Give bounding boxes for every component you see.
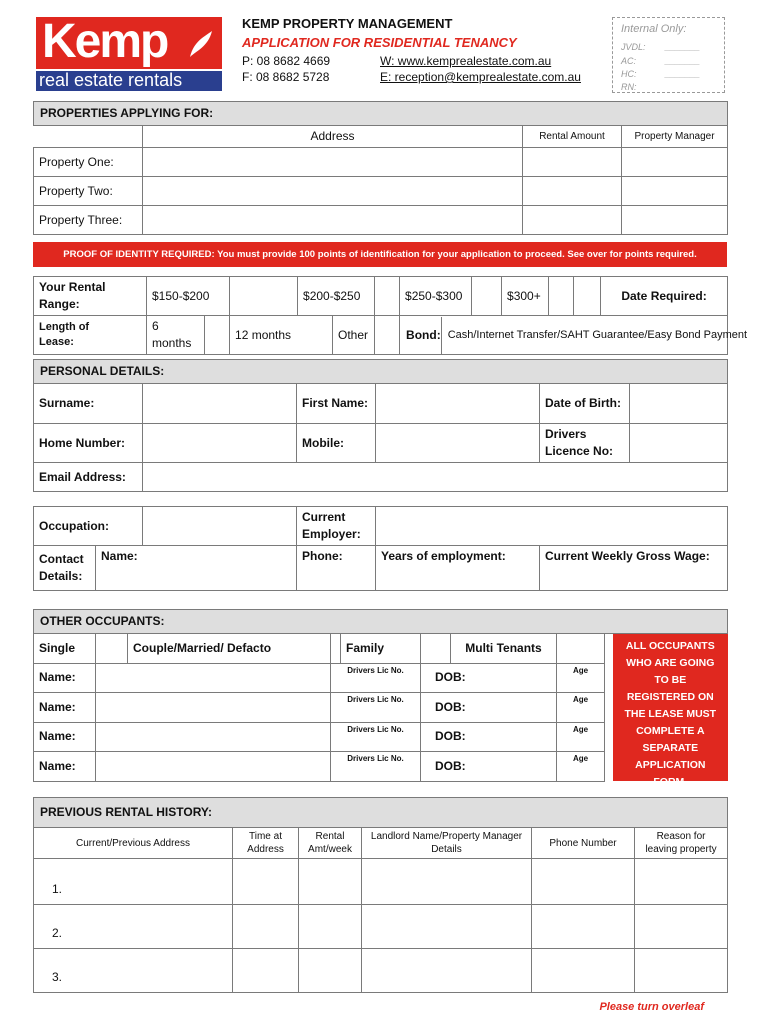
range-200-250: $200-$250 [298,277,375,316]
lease-other: Other [333,316,375,355]
occupation-field[interactable] [143,507,297,546]
employment-table [33,506,728,591]
rental-history-table [33,797,728,993]
occupation-label: Occupation: [34,507,143,546]
occupant-type-couple: Couple/Married/ Defacto [128,634,331,664]
internal-blank: _______ [665,56,701,66]
range-150-200-checkbox[interactable] [230,277,298,316]
internal-blank: _______ [665,69,701,79]
property-three-label: Property Three: [34,206,143,235]
surname-label: Surname: [34,384,143,424]
internal-rn: RN: [621,82,637,92]
lease-other-checkbox[interactable] [375,316,400,355]
property-one-address[interactable] [143,148,523,177]
occupant-name-label: Name: [34,663,96,693]
occupant-dob-label: DOB: [421,752,557,782]
occupant-type-multi: Multi Tenants [451,634,557,664]
form-title: APPLICATION FOR RESIDENTIAL TENANCY [242,35,517,50]
property-two-rent[interactable] [523,177,622,206]
property-one-rent[interactable] [523,148,622,177]
single-checkbox[interactable] [96,634,128,664]
occupant-dob-label: DOB: [421,663,557,693]
personal-section-title: PERSONAL DETAILS: [34,360,728,384]
property-three-manager[interactable] [622,206,728,235]
internal-only-box [612,17,725,93]
phone-number: P: 08 8682 4669 [242,54,331,68]
rental-range-table [33,276,748,355]
email-field[interactable] [143,463,728,492]
proof-of-identity-banner: PROOF OF IDENTITY REQUIRED: You must provide 100 points of identification for your application to proceed. See over for points required. [33,242,727,267]
multi-checkbox[interactable] [557,634,605,664]
occupant-name-label: Name: [34,693,96,723]
occupant-name-field[interactable] [96,752,331,782]
history-row-number: 1. [34,859,233,905]
history-cell[interactable] [635,949,728,993]
property-one-address-input[interactable] [148,155,517,169]
property-one-manager[interactable] [622,148,728,177]
contact-phone-label: Phone: [297,546,376,591]
occupant-age-label: Age [557,722,605,752]
occupant-name-label: Name: [34,722,96,752]
first-name-label: First Name: [297,384,376,424]
range-250-300-checkbox[interactable] [472,277,502,316]
property-two-label: Property Two: [34,177,143,206]
history-col-address: Current/Previous Address [34,828,233,859]
kemp-logo [36,17,222,91]
history-cell[interactable] [635,905,728,949]
occupant-lic-label: Drivers Lic No. [331,722,421,752]
history-col-landlord: Landlord Name/Property Manager Details [362,828,532,859]
dob-field[interactable] [630,384,728,424]
history-cell[interactable] [299,949,362,993]
range-200-250-checkbox[interactable] [375,277,400,316]
history-cell[interactable] [299,905,362,949]
logo-swoosh-icon [186,27,216,61]
occupants-notice: ALL OCCUPANTS WHO ARE GOING TO BE REGISTERED ON THE LEASE MUST COMPLETE A SEPARATE APPLICATION FORM. [613,634,728,781]
internal-ac: AC: [621,56,637,66]
occupant-name-field[interactable] [96,693,331,723]
lease-6-months: 6 months [147,316,205,355]
personal-details-table [33,359,728,492]
properties-table [33,101,728,235]
history-cell[interactable] [532,905,635,949]
turn-overleaf-note: Please turn overleaf [599,1001,704,1013]
mobile-field[interactable] [376,424,540,463]
employer-label: Current Employer: [297,507,376,546]
occupant-lic-label: Drivers Lic No. [331,663,421,693]
history-col-reason: Reason for leaving property [635,828,728,859]
internal-title: Internal Only: [621,23,687,35]
internal-jvdl: JVDL: [621,42,646,52]
property-two-manager[interactable] [622,177,728,206]
licence-label: Drivers Licence No: [540,424,630,463]
history-cell[interactable] [299,859,362,905]
history-cell[interactable] [233,905,299,949]
history-col-phone: Phone Number [532,828,635,859]
property-one-label: Property One: [34,148,143,177]
lease-6-months-checkbox[interactable] [205,316,230,355]
history-col-rent: Rental Amt/week [299,828,362,859]
home-number-field[interactable] [143,424,297,463]
fax-number: F: 08 8682 5728 [242,70,330,84]
contact-details-label: Contact Details: [34,546,96,591]
occupant-age-label: Age [557,752,605,782]
email-label: Email Address: [34,463,143,492]
occupants-notice-cell [605,634,728,788]
bond-label-text: Bond: [400,317,442,354]
col-property-manager: Property Manager [622,126,728,148]
occupants-table [33,609,728,788]
property-two-address[interactable] [143,177,523,206]
weekly-wage-label: Current Weekly Gross Wage: [540,546,728,591]
col-rental-amount: Rental Amount [523,126,622,148]
history-cell[interactable] [233,949,299,993]
occupant-lic-label: Drivers Lic No. [331,752,421,782]
history-cell[interactable] [362,859,532,905]
length-of-lease-text: Length of Lease: [39,321,90,348]
history-cell[interactable] [362,949,532,993]
logo-word: Kemp [42,15,168,68]
first-name-field[interactable] [376,384,540,424]
mobile-label: Mobile: [297,424,376,463]
occupant-dob-label: DOB: [421,722,557,752]
bond-cell [400,316,748,355]
home-number-label: Home Number: [34,424,143,463]
licence-field[interactable] [630,424,728,463]
property-three-rent[interactable] [523,206,622,235]
history-cell[interactable] [635,859,728,905]
history-cell[interactable] [362,905,532,949]
range-150-200: $150-$200 [147,277,230,316]
length-of-lease-label [34,316,147,355]
rental-range-label: Your Rental Range: [34,277,147,316]
email-link[interactable]: E: reception@kemprealestate.com.au [380,70,581,84]
occupant-type-single: Single [34,634,96,664]
range-250-300: $250-$300 [400,277,472,316]
range-300-plus-checkbox[interactable] [549,277,574,316]
occupant-dob-label: DOB: [421,693,557,723]
occupant-name-field[interactable] [96,722,331,752]
occupants-section-title: OTHER OCCUPANTS: [34,610,728,634]
history-section-title: PREVIOUS RENTAL HISTORY: [34,798,728,828]
logo-sub: real estate rentals [39,70,183,90]
contact-name-label: Name: [96,546,297,591]
occupant-name-label: Name: [34,752,96,782]
col-address: Address [143,126,523,148]
bond-value: Cash/Internet Transfer/SAHT Guarantee/Easy Bond Payment [447,328,748,341]
surname-field[interactable] [143,384,297,424]
occupant-name-field[interactable] [96,663,331,693]
internal-blank: _______ [665,42,701,52]
history-col-time: Time at Address [233,828,299,859]
history-row-number: 2. [34,905,233,949]
occupant-age-label: Age [557,693,605,723]
date-required-spacer [574,277,601,316]
company-name: KEMP PROPERTY MANAGEMENT [242,16,453,31]
history-cell[interactable] [532,949,635,993]
range-300-plus: $300+ [502,277,549,316]
dob-label: Date of Birth: [540,384,630,424]
occupant-type-family: Family [341,634,421,664]
date-required-label: Date Required: [601,277,728,316]
years-employment-label: Years of employment: [376,546,540,591]
couple-checkbox[interactable] [331,634,341,664]
property-three-address[interactable] [143,206,523,235]
history-row-number: 3. [34,949,233,993]
family-checkbox[interactable] [421,634,451,664]
properties-section-title: PROPERTIES APPLYING FOR: [34,102,728,126]
occupant-lic-label: Drivers Lic No. [331,693,421,723]
website-link[interactable]: W: www.kemprealestate.com.au [380,54,552,68]
history-cell[interactable] [233,859,299,905]
occupant-age-label: Age [557,663,605,693]
lease-12-months: 12 months [230,316,333,355]
history-cell[interactable] [532,859,635,905]
employer-field[interactable] [376,507,728,546]
internal-hc: HC: [621,69,637,79]
